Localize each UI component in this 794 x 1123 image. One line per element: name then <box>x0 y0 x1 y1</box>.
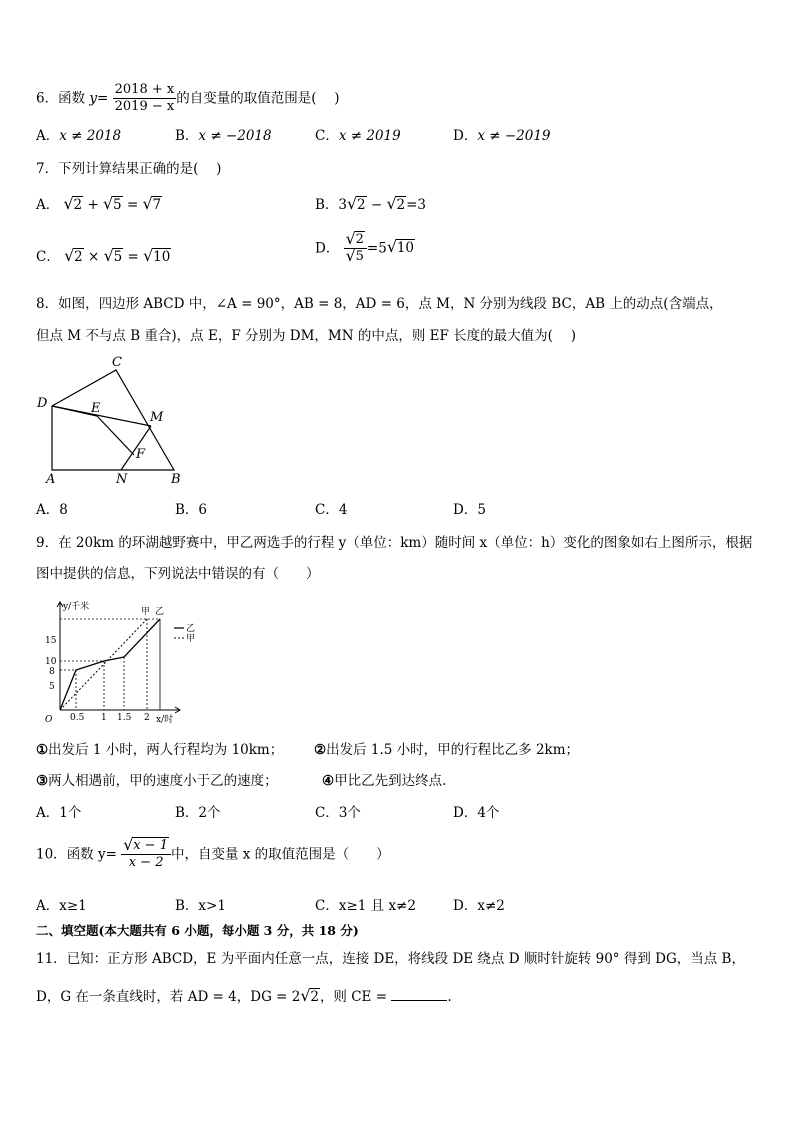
label-m: M <box>150 410 164 425</box>
y-axis-title: y/千米 <box>63 602 90 612</box>
label-f: F <box>136 447 146 462</box>
section-heading: 二、填空题(本大题共有 6 小题，每小题 3 分，共 18 分) <box>36 923 359 938</box>
option-c[interactable]: C．4 <box>315 502 348 518</box>
line-jia <box>60 619 147 710</box>
option-a[interactable]: A．x ≠ 2018 <box>36 128 122 144</box>
option-d[interactable]: D．5 <box>453 502 486 518</box>
statement-2: ②出发后 1.5 小时，甲的行程比乙多 2km； <box>314 742 580 758</box>
option-a[interactable]: A．8 <box>36 502 68 518</box>
line-label-yi: 乙 <box>155 607 165 617</box>
quadrilateral-figure <box>34 352 184 486</box>
legend-yi: 乙 <box>186 624 196 634</box>
label-d: D <box>37 396 48 411</box>
option-a[interactable]: A． √ 2 + √ 5 = √ 7 <box>36 193 162 213</box>
question-number: 11． <box>36 951 67 967</box>
option-d[interactable]: D．x ≠ −2019 <box>453 128 551 144</box>
label-c: C <box>112 355 122 370</box>
label-b: B <box>171 472 181 486</box>
option-c[interactable]: C．x ≠ 2019 <box>315 128 401 144</box>
option-d[interactable]: D． √ 2 √ 5 =5√ 10 <box>315 232 415 266</box>
statement-4: ④甲比乙先到达终点. <box>322 773 447 789</box>
option-a[interactable]: A．x≥1 <box>36 898 87 914</box>
answer-blank[interactable] <box>391 988 447 1001</box>
y-tick-15: 15 <box>45 636 57 646</box>
question-number: 7． <box>36 161 59 177</box>
option-b[interactable]: B．x>1 <box>175 898 226 914</box>
option-d[interactable]: D．x≠2 <box>453 898 505 914</box>
y-tick-8: 8 <box>49 667 55 677</box>
x-tick-1: 1 <box>101 713 107 723</box>
statement-3: ③两人相遇前，甲的速度小于乙的速度； <box>36 773 278 789</box>
question-10: 10．函数 y= √ $\frac{x - 1}{x - 2}$ 中，自变量 x 的取值范围是（ ） <box>36 838 390 872</box>
option-c[interactable]: C．x≥1 且 x≠2 <box>315 898 416 914</box>
question-stem: 函数 <box>58 90 86 107</box>
option-b[interactable]: B．3√ 2 − √ 2=3 <box>315 193 426 213</box>
question-number: 10． <box>36 846 67 863</box>
option-d[interactable]: D．4个 <box>453 805 500 821</box>
x-tick-1-5: 1.5 <box>117 713 132 723</box>
label-n: N <box>116 472 128 486</box>
label-e: E <box>91 401 101 416</box>
line-label-jia: 甲 <box>141 607 151 617</box>
option-a[interactable]: A．1个 <box>36 805 82 821</box>
question-number: 9． <box>36 535 59 551</box>
question-9-line-2: 图中提供的信息，下列说法中错误的有（ ） <box>36 566 320 582</box>
question-number: 6． <box>36 90 59 107</box>
y-tick-10: 10 <box>45 657 57 667</box>
option-b[interactable]: B．6 <box>175 502 208 518</box>
x-tick-2: 2 <box>144 713 150 723</box>
option-b[interactable]: B．2个 <box>175 805 221 821</box>
option-b[interactable]: B．x ≠ −2018 <box>175 128 272 144</box>
question-9-line-1: 9．在 20km 的环湖越野赛中，甲乙两选手的行程 y（单位：km）随时间 x（单位：h）变化的图象如右上图所示，根据 <box>36 535 753 551</box>
question-8-line-1: 8．如图，四边形 ABCD 中，∠A = 90°，AB = 8，AD = 6，点 M，N 分别为线段 BC，AB 上的动点(含端点， <box>36 296 723 312</box>
question-6: 6．函数 y= $\frac{2018 + x}{2019 - x}$ 的自变量的取值范围是( ) <box>36 82 340 115</box>
line-yi <box>60 619 160 710</box>
legend-jia: 甲 <box>186 634 196 644</box>
question-number: 8． <box>36 296 59 312</box>
option-c[interactable]: C．3个 <box>315 805 361 821</box>
x-axis-title: x/时 <box>156 715 174 724</box>
fraction: √ $\frac{x - 1}{x - 2}$ <box>121 838 171 872</box>
fraction: $\frac{2018 + x}{2019 - x}$ <box>114 82 175 115</box>
y-tick-5: 5 <box>49 682 55 692</box>
question-stem: 下列计算结果正确的是( ) <box>58 161 222 177</box>
question-7 <box>36 157 221 177</box>
question-8-line-2: 但点 M 不与点 B 重合)，点 E，F 分别为 DM，MN 的中点，则 EF 长度的最大值为( ) <box>36 328 576 344</box>
origin-label: O <box>45 715 53 724</box>
x-tick-0-5: 0.5 <box>70 713 85 723</box>
statement-1: ①出发后 1 小时，两人行程均为 10km； <box>36 742 284 758</box>
label-a: A <box>46 472 56 486</box>
question-11-line-1: 11．已知：正方形 ABCD，E 为平面内任意一点，连接 DE，将线段 DE 绕点 D 顺时针旋转 90° 得到 DG，当点 B， <box>36 951 745 967</box>
question-11-line-2: D，G 在一条直线时，若 AD = 4，DG = 2√ 2，则 CE = . <box>36 985 452 1005</box>
option-c[interactable]: C． √ 2 × √ 5 = √ 10 <box>36 245 171 265</box>
distance-time-graph <box>40 598 200 724</box>
